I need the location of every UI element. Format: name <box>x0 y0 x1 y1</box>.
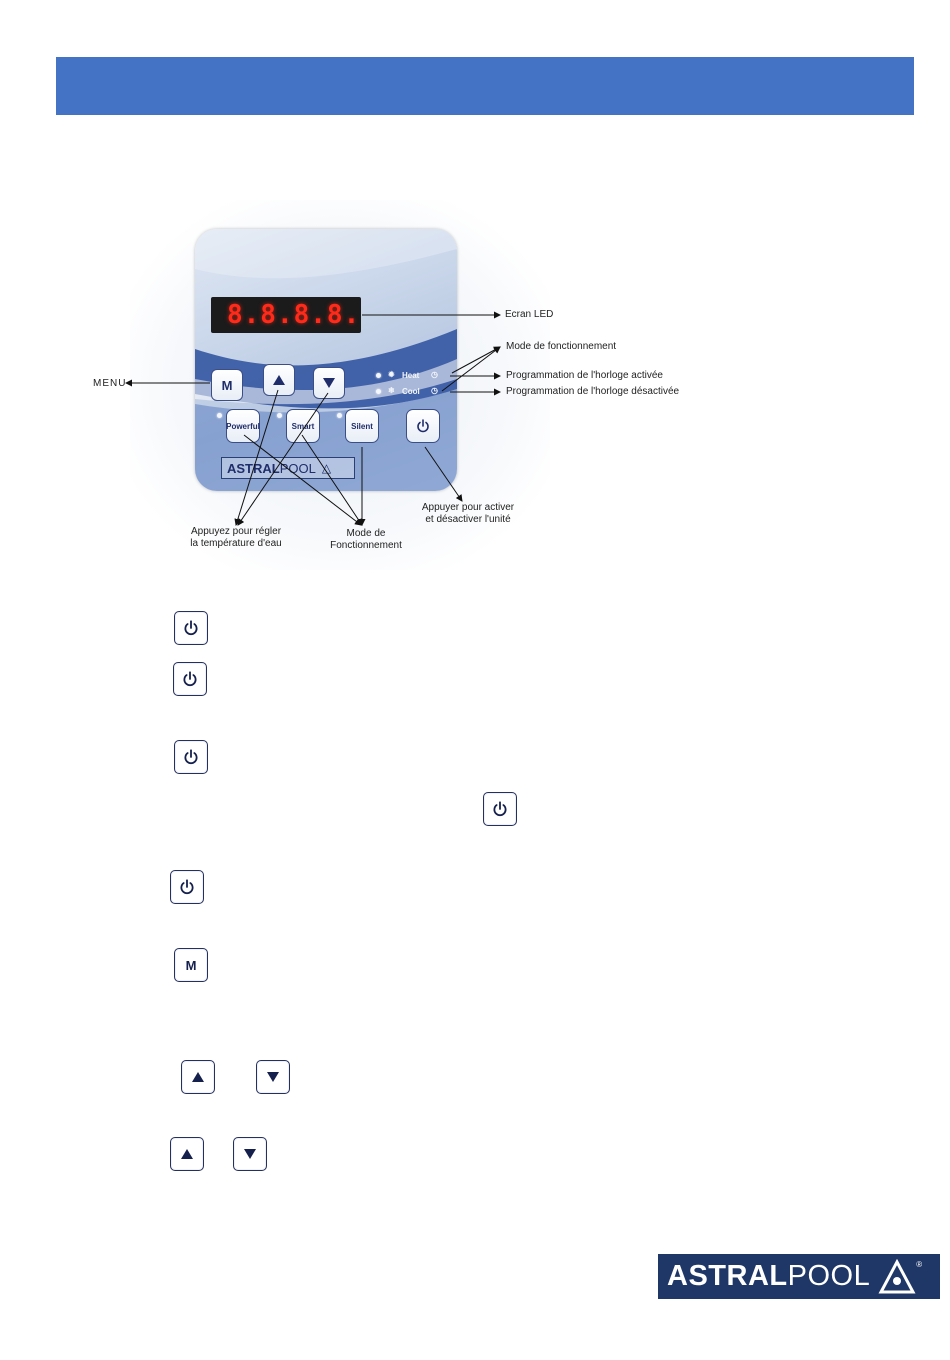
power-icon <box>178 878 196 896</box>
callout-power-line1: Appuyer pour activer <box>421 502 515 513</box>
callout-temp-line1: Appuyez pour régler <box>190 526 282 537</box>
registered-mark: ® <box>916 1260 923 1269</box>
callout-temperature <box>176 526 296 550</box>
cool-icon: ❄ <box>388 386 395 395</box>
down-key-2 <box>233 1137 267 1171</box>
callout-power-line2: et désactiver l'unité <box>425 514 511 525</box>
down-key-1 <box>256 1060 290 1094</box>
up-arrow-icon <box>191 1071 205 1083</box>
callout-power <box>408 502 528 526</box>
up-arrow-icon <box>180 1148 194 1160</box>
menu-key: M <box>174 948 208 982</box>
clock-off-icon: ◷ <box>431 386 438 395</box>
power-icon <box>181 670 199 688</box>
astralpool-logo <box>658 1254 940 1299</box>
footer-brand-bold: ASTRAL <box>667 1260 788 1292</box>
clock-on-icon: ◷ <box>431 370 438 379</box>
led-display: 8.8.8.8. <box>211 297 361 333</box>
up-key-2 <box>170 1137 204 1171</box>
power-icon <box>182 619 200 637</box>
power-key-3 <box>174 740 208 774</box>
power-icon <box>491 800 509 818</box>
power-key-2 <box>173 662 207 696</box>
panel-brand-bold: ASTRAL <box>227 460 280 476</box>
down-arrow-icon <box>266 1071 280 1083</box>
callout-mode-line1: Mode de <box>346 528 386 539</box>
callout-mode <box>316 528 416 552</box>
brand-triangle-icon: △ <box>321 461 332 475</box>
callout-timer-off: Programmation de l'horloge désactivée <box>506 386 680 397</box>
heat-icon: ✹ <box>388 370 395 379</box>
callout-temp-line2: la température d'eau <box>190 538 282 549</box>
power-key-5 <box>170 870 204 904</box>
cool-label: Cool <box>402 387 420 396</box>
heat-label: Heat <box>402 371 420 380</box>
callout-operating-mode: Mode de fonctionnement <box>506 341 617 352</box>
up-key-1 <box>181 1060 215 1094</box>
header-bar <box>56 57 914 115</box>
power-key-4 <box>483 792 517 826</box>
callout-led-screen: Ecran LED <box>505 309 554 320</box>
power-key-1 <box>174 611 208 645</box>
callout-menu: MENU <box>93 378 127 389</box>
powerful-button[interactable]: Powerful <box>226 409 260 443</box>
callout-timer-on: Programmation de l'horloge activée <box>506 370 663 381</box>
smart-button[interactable]: Smart <box>286 409 320 443</box>
silent-button[interactable]: Silent <box>345 409 379 443</box>
power-icon <box>182 748 200 766</box>
footer-brand-light: POOL <box>787 1260 871 1292</box>
brand-triangle-icon <box>878 1259 916 1295</box>
down-arrow-icon <box>243 1148 257 1160</box>
menu-button[interactable]: M <box>211 369 243 401</box>
callout-mode-line2: Fonctionnement <box>330 540 402 551</box>
panel-brand-light: POOL <box>279 460 316 476</box>
control-panel-figure <box>0 195 950 580</box>
